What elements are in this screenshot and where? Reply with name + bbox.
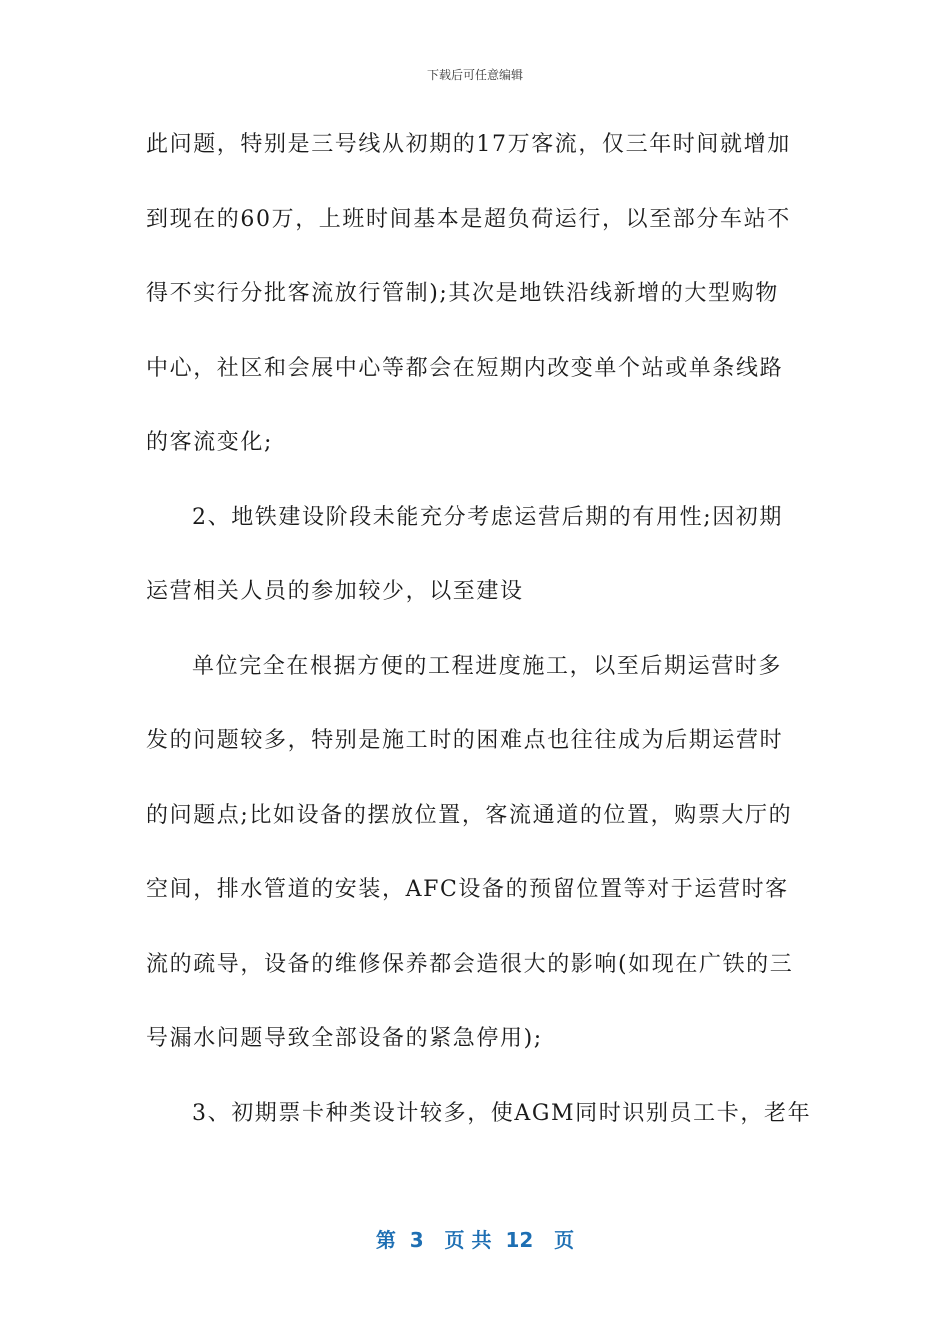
text-line: 号漏水问题导致全部设备的紧急停用);	[146, 1026, 543, 1051]
text-line: 发的问题较多，特别是施工时的困难点也往往成为后期运营时	[146, 728, 784, 753]
paragraph-start-line: 2、地铁建设阶段未能充分考虑运营后期的有用性;因初期	[192, 504, 784, 530]
text-line: 空间，排水管道的安装，AFC设备的预留位置等对于运营时客	[146, 877, 789, 902]
text-line: 流的疏导，设备的维修保养都会造很大的影响(如现在广铁的三	[146, 951, 794, 977]
page-header: 下载后可任意编辑	[426, 68, 523, 82]
text-line: 得不实行分批客流放行管制);其次是地铁沿线新增的大型购物	[146, 281, 779, 306]
paragraph-start-line: 单位完全在根据方便的工程进度施工，以至后期运营时多	[192, 653, 783, 679]
page-number-footer: 第 3 页 共 12 页	[375, 1228, 575, 1252]
text-line: 中心，社区和会展中心等都会在短期内改变单个站或单条线路	[146, 355, 784, 381]
text-line: 的客流变化;	[146, 430, 274, 455]
document-body	[146, 123, 812, 1166]
paragraph-start-line: 3、初期票卡种类设计较多，使AGM同时识别员工卡，老年	[192, 1100, 812, 1126]
text-line: 的问题点;比如设备的摆放位置，客流通道的位置，购票大厅的	[146, 802, 793, 828]
text-line: 运营相关人员的参加较少，以至建设	[146, 579, 524, 604]
text-line: 此问题，特别是三号线从初期的17万客流，仅三年时间就增加	[146, 132, 791, 157]
text-line: 到现在的60万，上班时间基本是超负荷运行，以至部分车站不	[146, 206, 791, 232]
